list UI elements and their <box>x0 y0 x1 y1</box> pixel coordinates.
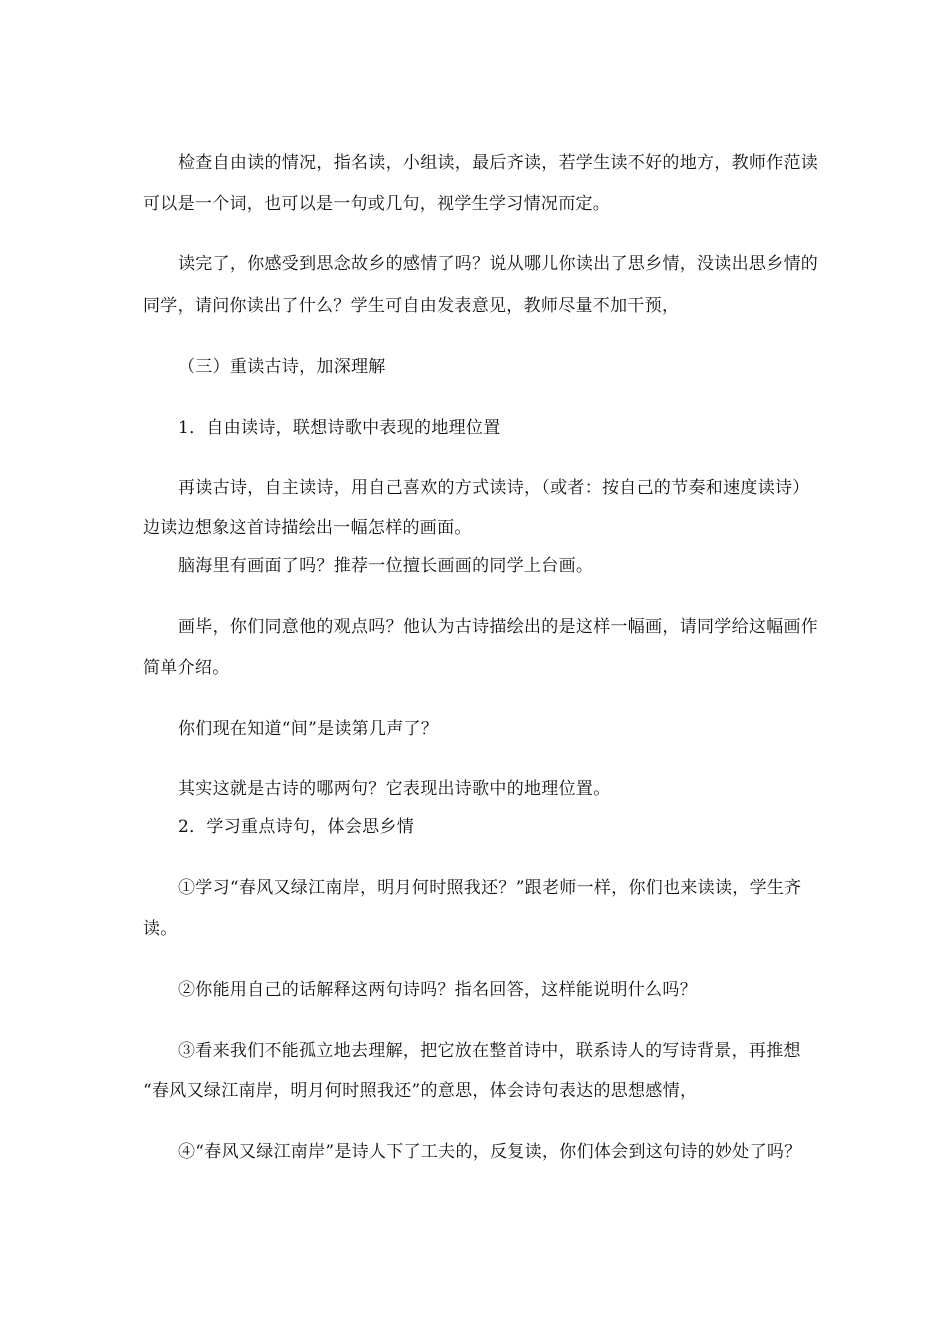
paragraph-line: 画毕，你们同意他的观点吗？他认为古诗描绘出的是这样一幅画，请同学给这幅画作 <box>178 617 819 637</box>
section-heading: （三）重读古诗，加深理解 <box>178 357 386 377</box>
paragraph-line: 再读古诗，自主读诗，用自己喜欢的方式读诗，（或者：按自己的节奏和速度读诗） <box>178 478 810 498</box>
paragraph-line: 可以是一个词，也可以是一句或几句，视学生学习情况而定。 <box>143 194 611 214</box>
paragraph-line: “春风又绿江南岸，明月何时照我还”的意思，体会诗句表达的思想感情， <box>143 1081 698 1101</box>
paragraph-line: 脑海里有画面了吗？推荐一位擅长画画的同学上台画。 <box>178 556 594 576</box>
subsection-heading: 2．学习重点诗句，体会思乡情 <box>178 817 415 837</box>
paragraph-line: ④“春风又绿江南岸”是诗人下了工夫的，反复读，你们体会到这句诗的妙处了吗？ <box>178 1142 802 1162</box>
paragraph-line: 读。 <box>143 919 178 939</box>
paragraph-line: 简单介绍。 <box>143 658 230 678</box>
paragraph-line: ③看来我们不能孤立地去理解，把它放在整首诗中，联系诗人的写诗背景，再推想 <box>178 1041 801 1061</box>
paragraph-line: 同学，请问你读出了什么？学生可自由发表意见，教师尽量不加干预， <box>143 296 680 316</box>
paragraph-line: 读完了，你感受到思念故乡的感情了吗？说从哪儿你读出了思乡情，没读出思乡情的 <box>178 254 819 274</box>
paragraph-line: ①学习“春风又绿江南岸，明月何时照我还？”跟老师一样，你们也来读读，学生齐 <box>178 878 802 898</box>
paragraph-line: 你们现在知道“间”是读第几声了？ <box>178 719 439 739</box>
paragraph-line: 边读边想象这首诗描绘出一幅怎样的画面。 <box>143 518 472 538</box>
subsection-heading: 1．自由读诗，联想诗歌中表现的地理位置 <box>178 418 501 438</box>
paragraph-line: 其实这就是古诗的哪两句？它表现出诗歌中的地理位置。 <box>178 779 611 799</box>
paragraph-line: 检查自由读的情况，指名读，小组读，最后齐读，若学生读不好的地方，教师作范读 <box>178 153 819 173</box>
paragraph-line: ②你能用自己的话解释这两句诗吗？指名回答，这样能说明什么吗？ <box>178 980 697 1000</box>
